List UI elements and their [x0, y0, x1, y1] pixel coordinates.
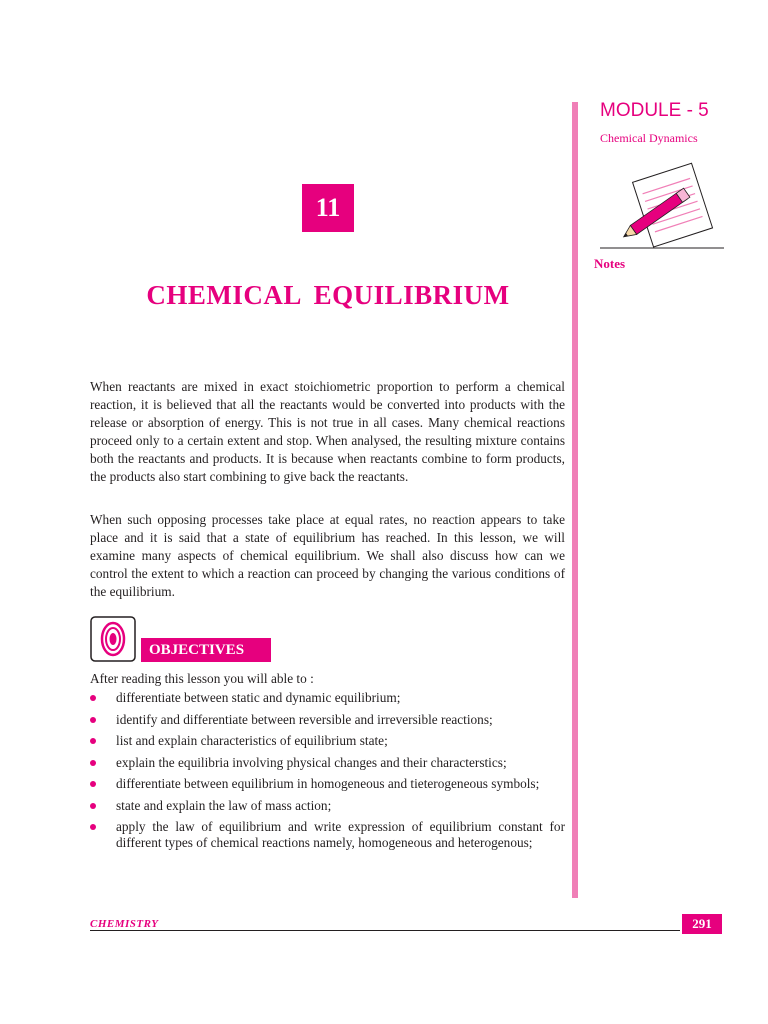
list-item	[90, 690, 565, 706]
list-item-text: differentiate between equilibrium in homogeneous and tieterogeneous symbols;	[116, 776, 540, 791]
objectives-list	[90, 690, 565, 857]
page-number: 291	[682, 914, 722, 934]
intro-paragraph-1: When reactants are mixed in exact stoichiometric proportion to perform a chemical reaction, it is believed that all the reactants would be converted into products with the release or absorption of energy. This is not true in all cases. Many chemical reactions proceed only to a certain extent and stop. When analysed, the resulting mixture contains both the reactants and products. It is because when reactants combine to form products, the products also start combining to give back the reactants.	[90, 379, 565, 484]
bullet-icon	[90, 803, 96, 809]
notes-label: Notes	[594, 256, 626, 271]
bullet-icon	[90, 824, 96, 830]
module-subtitle: Chemical Dynamics	[600, 131, 698, 145]
margin-divider	[572, 102, 578, 898]
bullet-icon	[90, 760, 96, 766]
objectives-heading: OBJECTIVES	[141, 638, 271, 662]
list-item-text: explain the equilibria involving physical changes and their characterstics;	[116, 754, 507, 770]
chapter-title: CHEMICAL EQUILIBRIUM	[146, 280, 510, 310]
list-item	[90, 755, 565, 771]
list-item	[90, 712, 565, 728]
list-item-text: state and explain the law of mass action;	[116, 797, 332, 813]
list-item-text: list and explain characteristics of equilibrium state;	[116, 733, 388, 748]
bullet-icon	[90, 717, 96, 723]
list-item	[90, 776, 565, 792]
list-item	[90, 798, 565, 814]
list-item	[90, 819, 565, 851]
list-item-text: differentiate between static and dynamic equilibrium;	[116, 690, 401, 705]
bullet-icon	[90, 738, 96, 744]
intro-paragraph-2: When such opposing processes take place at equal rates, no reaction appears to take place and it is said that a state of equilibrium has reached. In this lesson, we will examine many aspects of chemical equilibrium. We shall also discuss how can we control the extent to which a reaction can proceed by changing the various conditions of the equilibrium.	[90, 512, 565, 599]
list-item	[90, 733, 565, 749]
objectives-intro: After reading this lesson you will able to :	[90, 671, 314, 686]
notepad-pencil-icon	[600, 162, 724, 262]
module-title: MODULE - 5	[600, 100, 709, 121]
footer-rule	[90, 930, 680, 931]
chapter-number: 11	[302, 184, 354, 232]
target-icon	[90, 616, 136, 662]
list-item-text: identify and differentiate between reversible and irreversible reactions;	[116, 711, 493, 727]
bullet-icon	[90, 695, 96, 701]
bullet-icon	[90, 781, 96, 787]
list-item-text: apply the law of equilibrium and write expression of equilibrium constant for different types of chemical reactions namely, homogeneous and heterogenous;	[116, 819, 565, 850]
footer-subject: CHEMISTRY	[90, 918, 159, 930]
